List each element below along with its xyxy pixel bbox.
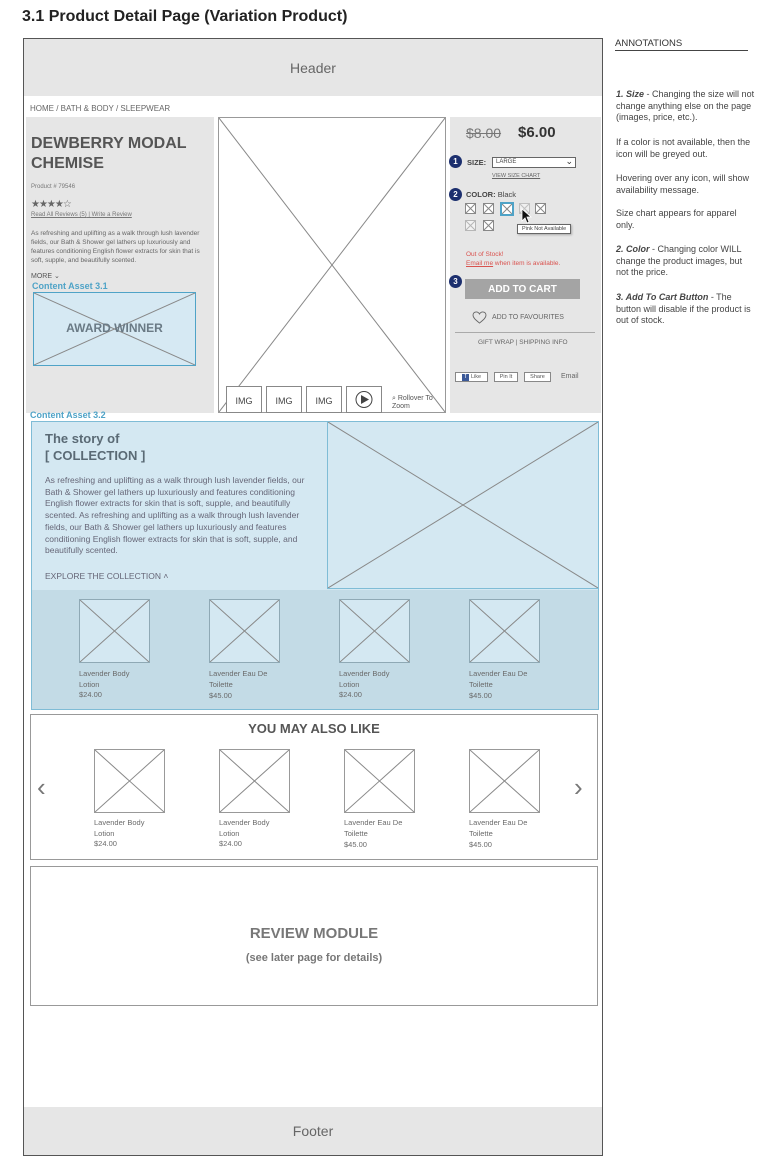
rollover-zoom-text: Rollover To Zoom — [392, 395, 433, 410]
recommended-product-price: $24.00 — [94, 839, 117, 848]
page-title: 3.1 Product Detail Page (Variation Product) — [22, 8, 348, 25]
recommended-product-name[interactable]: Lavender Eau De Toilette — [344, 818, 403, 838]
collection-product-price: $24.00 — [79, 690, 102, 699]
old-price: $8.00 — [466, 125, 502, 141]
award-text: AWARD WINNER — [66, 321, 163, 335]
recommended-product-image[interactable] — [94, 749, 165, 813]
chevron-down-icon: ⌄ — [565, 156, 573, 166]
recommended-product-price: $45.00 — [344, 840, 367, 849]
recommended-product-image[interactable] — [344, 749, 415, 813]
email-me-text: when item is available. — [493, 260, 561, 267]
story-text: As refreshing and uplifting as a walk through lush lavender fields, our Bath & Shower gel lathers up luxuriously and features conditioning English flower extracts for skin that is soft, supple, and beautifully scented. As refreshing and uplifting as a walk through lush lavender fields, our Bath & Shower gel lathers up luxuriously and features conditioning English flower extracts for skin that is soft, supple, and beautifully scented. — [45, 475, 305, 556]
collection-product-price: $24.00 — [339, 690, 362, 699]
collection-product-image[interactable] — [469, 599, 540, 663]
annotation-cart-title: 3. Add To Cart Button — [616, 292, 709, 302]
recommended-product-price: $24.00 — [219, 839, 242, 848]
out-of-stock-message: Out of Stock! — [466, 251, 504, 258]
sale-price: $6.00 — [518, 124, 556, 141]
product-number: Product # 79546 — [31, 184, 76, 190]
facebook-like-button[interactable] — [455, 372, 488, 382]
thumbnail-3[interactable] — [306, 386, 342, 413]
story-title: The story of — [45, 431, 120, 446]
placeholder-x-icon — [502, 204, 512, 214]
placeholder-x-icon — [536, 204, 545, 213]
thumbnail-2[interactable] — [266, 386, 302, 413]
placeholder-x-icon — [470, 600, 539, 662]
gift-wrap-link[interactable]: GIFT WRAP — [478, 339, 514, 346]
placeholder-x-icon — [80, 600, 149, 662]
color-label: COLOR: — [466, 190, 496, 199]
breadcrumb[interactable]: HOME / BATH & BODY / SLEEPWEAR — [30, 104, 171, 113]
like-label: Like — [470, 374, 482, 380]
placeholder-x-icon — [466, 221, 475, 230]
heart-icon — [472, 311, 487, 324]
recommended-product-image[interactable] — [469, 749, 540, 813]
collection-image — [327, 421, 599, 589]
carousel-next-arrow-icon[interactable]: › — [574, 772, 583, 802]
placeholder-x-icon — [484, 204, 493, 213]
color-swatch[interactable] — [483, 220, 494, 231]
product-description: As refreshing and uplifting as a walk through lush lavender fields, our Bath & Shower gel lathers up luxuriously and features conditioning English flower extracts for skin that is soft, supple, and beautifully scented. — [31, 230, 200, 264]
footer-placeholder: Footer — [24, 1107, 602, 1155]
color-selected-value: Black — [497, 190, 517, 199]
color-swatch-disabled[interactable] — [465, 220, 476, 231]
recommended-product-price: $45.00 — [469, 840, 492, 849]
review-module-subtitle: (see later page for details) — [245, 952, 383, 964]
annotation-marker-2: 2 — [449, 188, 462, 201]
zoom-icon: ⌕ — [392, 395, 396, 402]
video-thumbnail[interactable] — [346, 386, 382, 413]
color-swatch[interactable] — [465, 203, 476, 214]
size-label: SIZE: — [467, 158, 487, 167]
annotation-cart-text: - The button will disable if the product is out of stock. — [616, 292, 751, 325]
annotation-size — [616, 89, 756, 124]
color-swatch[interactable] — [483, 203, 494, 214]
thumbnail-label: IMG — [315, 396, 333, 406]
recommended-product-name[interactable]: Lavender Body Lotion — [219, 818, 270, 838]
favourites-label: ADD TO FAVOURITES — [492, 314, 564, 321]
more-link[interactable]: MORE ⌄ — [31, 273, 60, 280]
shipping-info-link[interactable]: SHIPPING INFO — [519, 339, 568, 346]
collection-product-price: $45.00 — [469, 691, 492, 700]
placeholder-x-icon — [345, 750, 414, 812]
recommended-product-name[interactable]: Lavender Body Lotion — [94, 818, 145, 838]
color-swatch-selected[interactable] — [500, 202, 514, 216]
annotation-size-chart: Size chart appears for apparel only. — [616, 208, 737, 230]
pin-it-button[interactable]: Pin It — [494, 372, 518, 382]
link-separator: | — [515, 339, 518, 346]
rating-stars: ★★★★☆ — [31, 199, 71, 210]
thumbnail-label: IMG — [235, 396, 253, 406]
email-me-link[interactable]: Email me — [466, 260, 494, 267]
header-placeholder: Header — [24, 39, 602, 96]
write-review-link[interactable]: Write a Review — [91, 212, 132, 218]
placeholder-x-icon — [219, 118, 445, 412]
facebook-icon: f — [462, 374, 469, 381]
review-separator: | — [86, 212, 92, 218]
collection-product-image[interactable] — [339, 599, 410, 663]
size-chart-link[interactable]: VIEW SIZE CHART — [492, 173, 541, 179]
placeholder-x-icon — [340, 600, 409, 662]
annotations-heading: ANNOTATIONS — [615, 38, 683, 49]
annotation-marker-1: 1 — [449, 155, 462, 168]
annotations-divider — [615, 50, 748, 51]
add-to-favourites-button[interactable] — [472, 311, 564, 324]
placeholder-x-icon — [484, 221, 493, 230]
annotation-marker-3: 3 — [449, 275, 462, 288]
placeholder-x-icon — [466, 204, 475, 213]
email-share-link[interactable]: Email — [561, 373, 579, 380]
main-product-image[interactable] — [218, 117, 446, 413]
collection-product-price: $45.00 — [209, 691, 232, 700]
annotation-color — [616, 244, 756, 279]
share-button[interactable]: Share — [524, 372, 551, 382]
annotation-color-text: - Changing color WILL change the product images, but not the price. — [616, 244, 743, 277]
award-banner — [33, 292, 196, 366]
collection-product-name[interactable]: Lavender Body Lotion — [339, 669, 390, 689]
placeholder-x-icon — [328, 422, 598, 588]
read-reviews-link[interactable]: Read All Reviews (5) — [31, 212, 87, 218]
story-collection-name: [ COLLECTION ] — [45, 448, 146, 463]
ymal-title: YOU MAY ALSO LIKE — [248, 721, 380, 736]
collection-product-name[interactable]: Lavender Eau De Toilette — [469, 669, 528, 689]
collection-product-image[interactable] — [209, 599, 280, 663]
carousel-prev-arrow-icon[interactable]: ‹ — [37, 772, 46, 802]
add-to-cart-button[interactable]: ADD TO CART — [465, 279, 580, 299]
availability-tooltip: Pink Not Available — [517, 224, 571, 234]
placeholder-x-icon — [220, 750, 289, 812]
color-swatch[interactable] — [535, 203, 546, 214]
placeholder-x-icon — [95, 750, 164, 812]
collection-product-image[interactable] — [79, 599, 150, 663]
collection-product-name[interactable]: Lavender Eau De Toilette — [209, 669, 268, 689]
annotation-size-text: - Changing the size will not change anything else on the page (images, price, etc.). — [616, 89, 755, 122]
placeholder-x-icon — [470, 750, 539, 812]
recommended-product-image[interactable] — [219, 749, 290, 813]
size-select[interactable] — [492, 157, 576, 168]
content-asset-31-label: Content Asset 3.1 — [32, 281, 108, 291]
placeholder-x-icon — [210, 600, 279, 662]
collection-product-name[interactable]: Lavender Body Lotion — [79, 669, 130, 689]
annotation-size-title: 1. Size — [616, 89, 645, 99]
thumbnail-1[interactable] — [226, 386, 262, 413]
explore-collection-link[interactable]: EXPLORE THE COLLECTION ˄ — [45, 571, 169, 581]
annotation-add-to-cart — [616, 292, 756, 327]
content-asset-32-label: Content Asset 3.2 — [30, 410, 106, 420]
thumbnail-label: IMG — [275, 396, 293, 406]
mouse-cursor-icon — [521, 208, 533, 224]
annotation-greyed-out: If a color is not available, then the icon will be greyed out. — [616, 137, 751, 159]
product-name: DEWBERRY MODAL CHEMISE — [31, 135, 187, 172]
annotation-hover: Hovering over any icon, will show availability message. — [616, 173, 750, 195]
review-module-title: REVIEW MODULE — [249, 925, 379, 942]
recommended-product-name[interactable]: Lavender Eau De Toilette — [469, 818, 528, 838]
divider — [455, 332, 595, 333]
play-icon — [347, 387, 381, 412]
size-selected-value: LARGE — [496, 159, 517, 165]
annotation-color-title: 2. Color — [616, 244, 650, 254]
